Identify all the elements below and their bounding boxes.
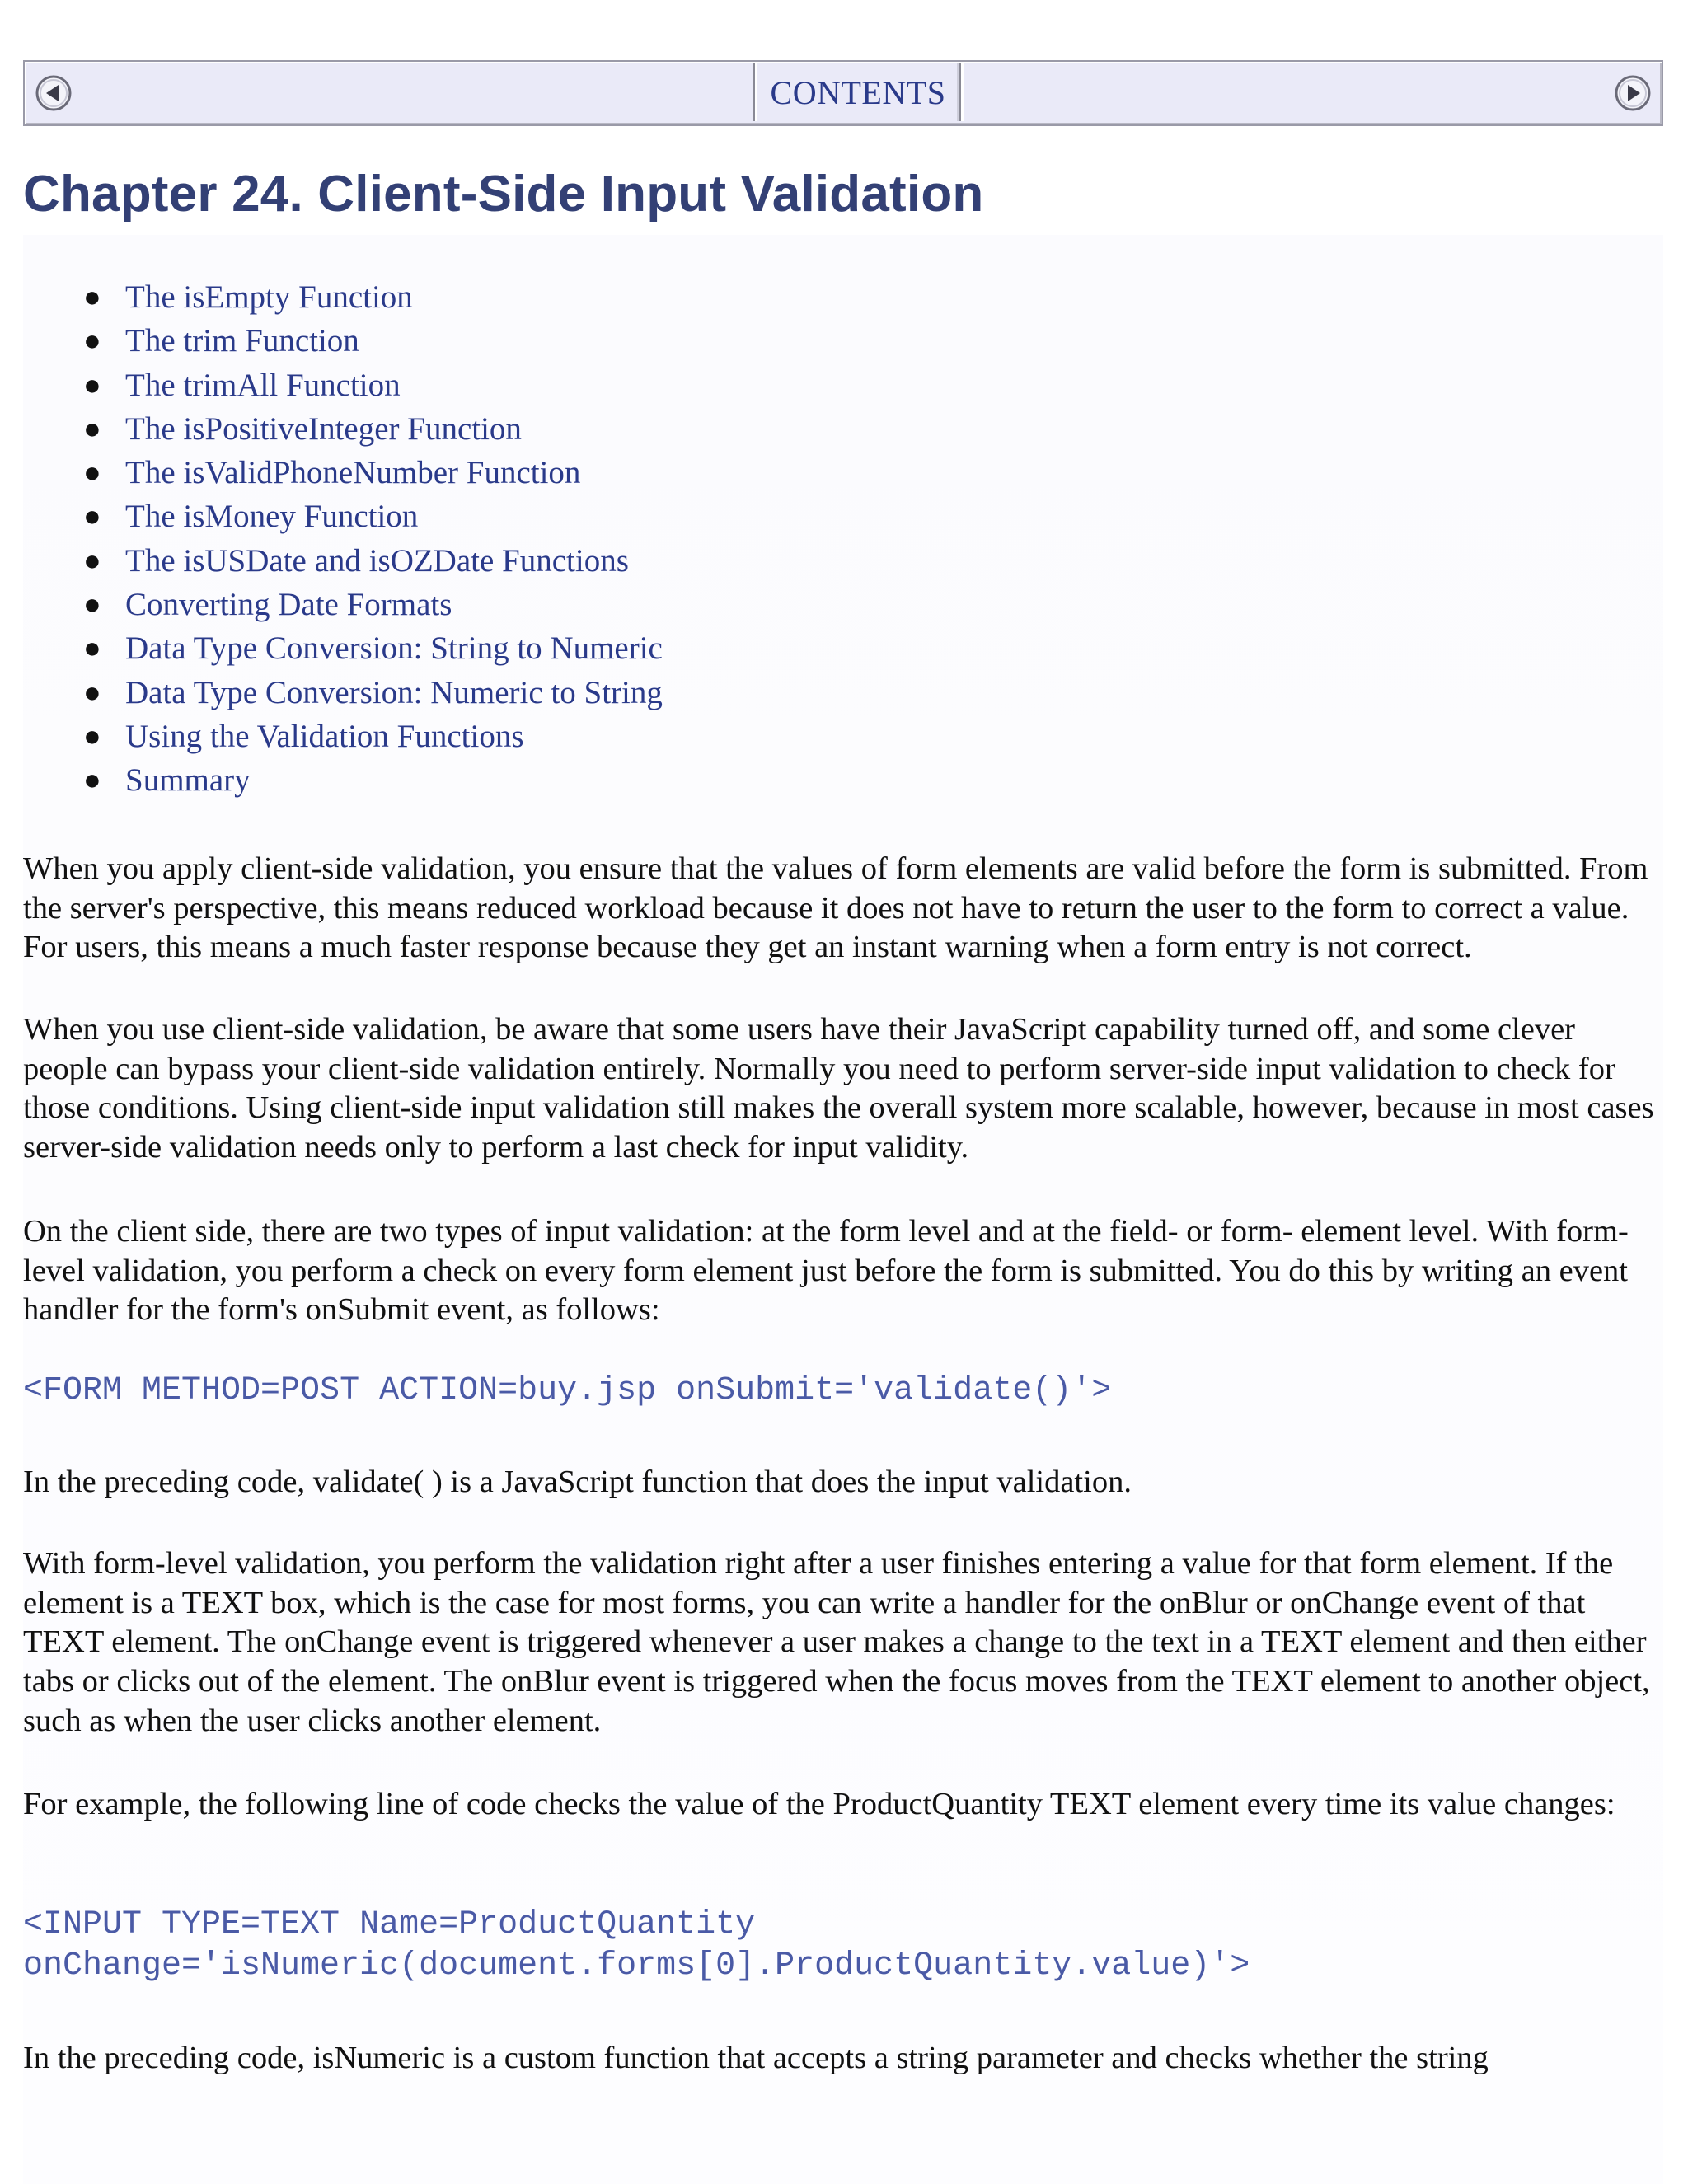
bullet-icon: ● — [83, 631, 101, 665]
bullet-icon: ● — [83, 280, 101, 313]
toc-item — [23, 758, 663, 802]
toc-link-converting-date-formats[interactable]: Converting Date Formats — [125, 587, 452, 623]
toc-link-using-validation-functions[interactable]: Using the Validation Functions — [125, 718, 524, 754]
toc-item — [23, 671, 663, 715]
bullet-icon: ● — [83, 456, 101, 490]
paragraph-isnumeric: In the preceding code, isNumeric is a custom function that accepts a string parameter and checks whether the string — [23, 2041, 1489, 2075]
toc-item — [23, 407, 663, 451]
bullet-icon: ● — [83, 324, 101, 358]
bullet-icon: ● — [83, 719, 101, 752]
toc-item — [23, 715, 663, 758]
toc-link-numeric-to-string[interactable]: Data Type Conversion: Numeric to String — [125, 674, 663, 710]
toc-item — [23, 494, 663, 538]
toc-item — [23, 451, 663, 494]
toc-link-trimall[interactable]: The trimAll Function — [125, 367, 401, 403]
toc-link-ismoney[interactable]: The isMoney Function — [125, 499, 419, 535]
toc-link-isempty[interactable]: The isEmpty Function — [125, 279, 413, 315]
bullet-icon: ● — [83, 499, 101, 533]
bullet-icon: ● — [83, 675, 101, 709]
bullet-icon: ● — [83, 368, 101, 401]
toc-link-string-to-numeric[interactable]: Data Type Conversion: String to Numeric — [125, 630, 663, 667]
toc-item — [23, 539, 663, 583]
bullet-icon: ● — [83, 588, 101, 621]
toc-link-summary[interactable]: Summary — [125, 762, 251, 799]
bullet-icon: ● — [83, 411, 101, 445]
paragraph-field-level: With form-level validation, you perform the validation right after a user finishes entering a value for that form element. If the element is a TEXT box, which is the case for most forms, you can write a handler for the onBlur or onChange event of that TEXT element. The onChange event is triggered whenever a user makes a change to the text in a TEXT element and then either tabs or clicks out of the element. The onBlur event is triggered when the focus moves from the TEXT element to another object, such as when the user clicks another element. — [23, 1546, 1650, 1738]
code-input-line-1: <INPUT TYPE=TEXT Name=ProductQuantity — [23, 1906, 756, 1943]
paragraph-intro: When you apply client-side validation, you ensure that the values of form elements are valid before the form is submitted. From the server's perspective, this means reduced workload because it does not have to return the user to the form to correct a value. For users, this means a much faster response because they get an instant warning when a form entry is not correct. — [23, 851, 1648, 965]
paragraph-validate-function: In the preceding code, validate( ) is a JavaScript function that does the input validation. — [23, 1465, 1132, 1499]
contents-cell — [755, 63, 961, 121]
next-page-icon[interactable] — [1614, 74, 1652, 112]
chapter-title: Chapter 24. Client-Side Input Validation — [23, 166, 984, 223]
toc-link-isvalidphonenumber[interactable]: The isValidPhoneNumber Function — [125, 455, 581, 491]
code-input-line-2: onChange='isNumeric(document.forms[0].ProductQuantity.value)'> — [23, 1947, 1250, 1985]
toc-item — [23, 319, 663, 363]
paragraph-server-side: When you use client-side validation, be aware that some users have their JavaScript capability turned off, and some clever people can bypass your client-side validation entirely. Normally you need to perform server-side input validation to check for those conditions. Using client-side input validation still makes the overall system more scalable, however, because in most cases server-side validation needs only to perform a last check for input validity. — [23, 1012, 1654, 1165]
toc-link-trim[interactable]: The trim Function — [125, 323, 359, 359]
navigation-bar — [23, 60, 1663, 126]
contents-link[interactable]: CONTENTS — [770, 73, 946, 111]
toc-item — [23, 583, 663, 626]
toc-item — [23, 363, 663, 407]
previous-page-icon[interactable] — [35, 74, 73, 112]
toc-link-ispositiveinteger[interactable]: The isPositiveInteger Function — [125, 410, 522, 447]
toc-link-isusdate-isozdate[interactable]: The isUSDate and isOZDate Functions — [125, 542, 629, 579]
code-form-onsubmit: <FORM METHOD=POST ACTION=buy.jsp onSubmit='validate()'> — [23, 1372, 1112, 1409]
toc-item — [23, 626, 663, 670]
bullet-icon: ● — [83, 763, 101, 797]
chapter-toc — [23, 275, 663, 803]
toc-item — [23, 275, 663, 319]
paragraph-validation-types: On the client side, there are two types of input validation: at the form level and at the field- or form- element level. With form-level validation, you perform a check on every form element just before the form is submitted. You do this by writing an event handler for the form's onSubmit event, as follows: — [23, 1214, 1629, 1328]
bullet-icon: ● — [83, 543, 101, 577]
paragraph-example: For example, the following line of code checks the value of the ProductQuantity TEXT element every time its value changes: — [23, 1787, 1615, 1821]
